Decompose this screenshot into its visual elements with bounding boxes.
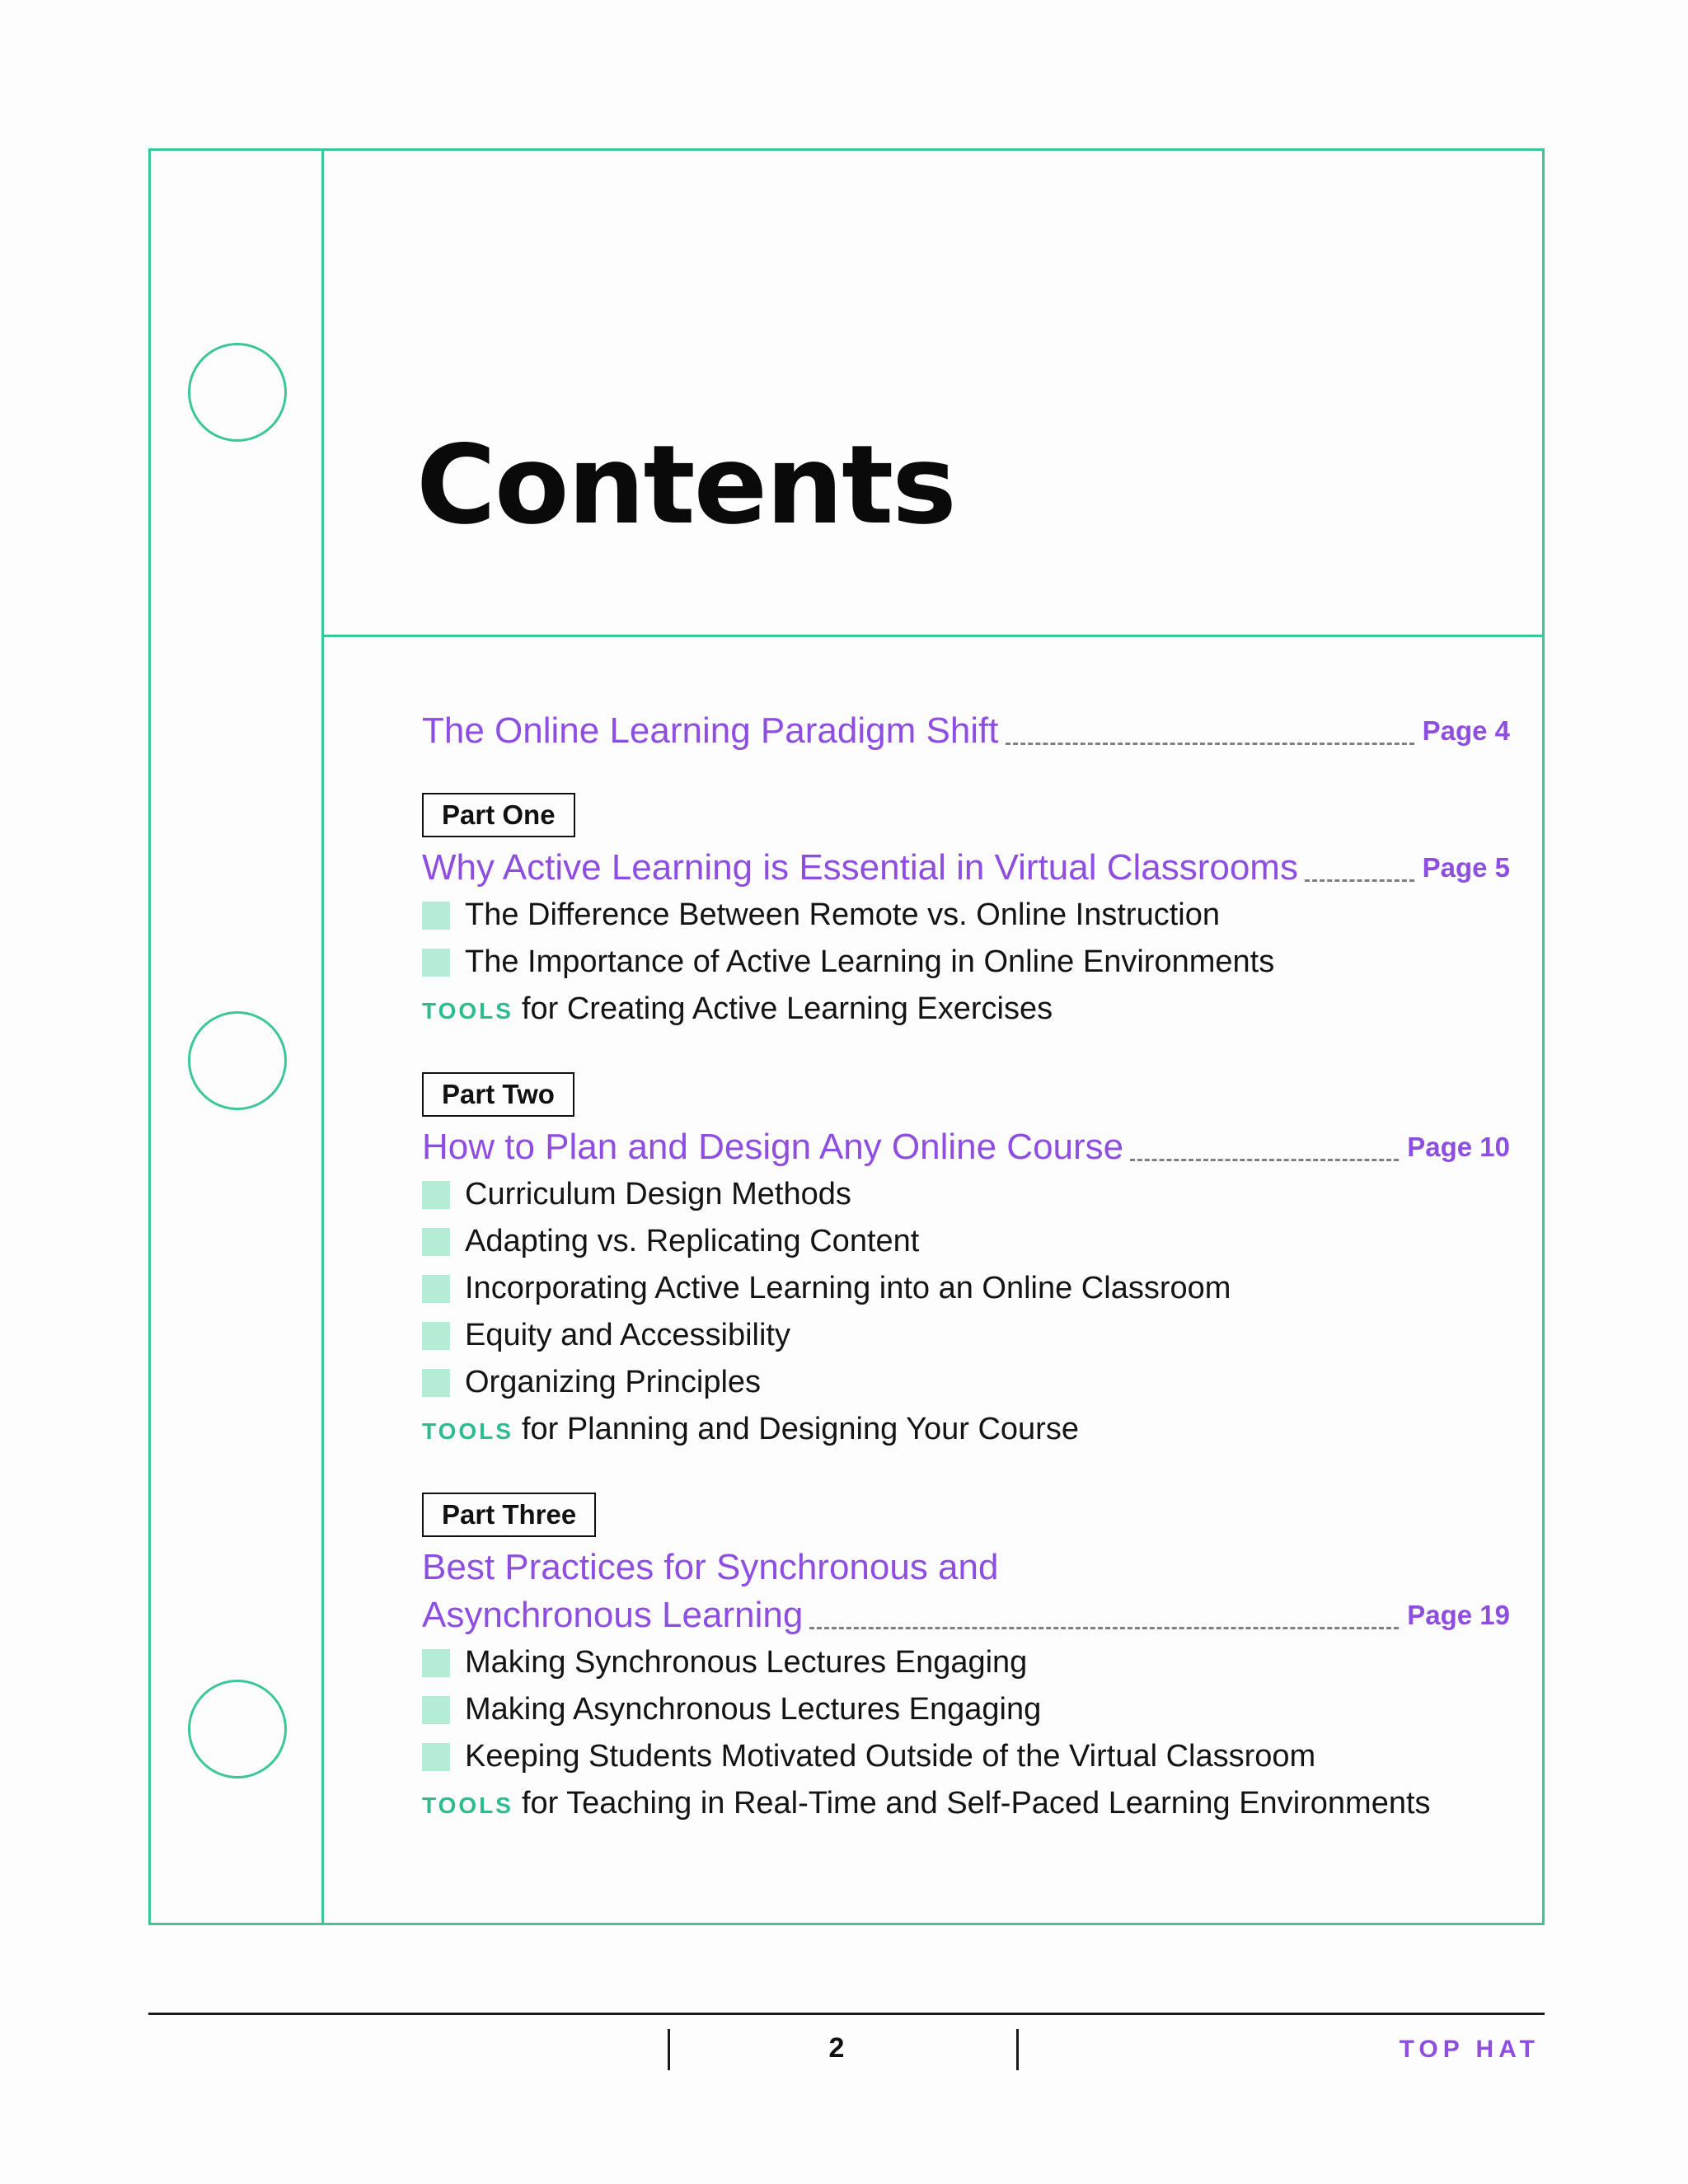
toc-part-two <box>422 1034 1510 1455</box>
list-item-text: The Difference Between Remote vs. Online Instruction <box>465 898 1220 932</box>
list-item-text: Organizing Principles <box>465 1365 762 1399</box>
square-bullet-icon <box>422 1181 450 1209</box>
list-item <box>422 1218 1510 1265</box>
toc-entry-title[interactable]: How to Plan and Design Any Online Course <box>422 1127 1124 1167</box>
toc-entry-title-row <box>422 1591 1510 1639</box>
list-item <box>422 1265 1510 1312</box>
list-item <box>422 1312 1510 1359</box>
square-bullet-icon <box>422 1228 450 1256</box>
footer-rule <box>148 2013 1545 2015</box>
list-item-text: The Importance of Active Learning in Online Environments <box>465 944 1275 979</box>
toc-page-ref[interactable]: Page 5 <box>1422 852 1510 883</box>
list-item <box>422 1171 1510 1218</box>
square-bullet-icon <box>422 1369 450 1397</box>
list-item <box>422 1686 1510 1733</box>
tools-line <box>422 1780 1510 1829</box>
toc-entry-part-three[interactable] <box>422 1544 1510 1639</box>
part-label: Part Three <box>422 1493 596 1537</box>
list-item <box>422 1359 1510 1406</box>
title-panel <box>324 151 1542 637</box>
list-item-text: Making Asynchronous Lectures Engaging <box>465 1692 1042 1727</box>
footer-divider <box>1016 2029 1019 2070</box>
binder-ring-icon <box>188 343 287 442</box>
toc-entry-title-line2[interactable]: Asynchronous Learning <box>422 1595 804 1635</box>
list-item-text: Curriculum Design Methods <box>465 1177 851 1212</box>
toc-entry-title-line1[interactable]: Best Practices for Synchronous and <box>422 1547 999 1587</box>
dotted-leader <box>809 1627 1399 1629</box>
dotted-leader <box>1130 1159 1399 1161</box>
toc-entry-intro[interactable] <box>422 707 1510 755</box>
toc-entry-part-one[interactable] <box>422 844 1510 892</box>
binder-ring-icon <box>188 1011 287 1110</box>
tools-text: for Creating Active Learning Exercises <box>521 991 1053 1026</box>
footer-divider <box>668 2029 670 2070</box>
binder-column <box>151 151 324 1923</box>
square-bullet-icon <box>422 1649 450 1677</box>
table-of-contents <box>422 707 1510 1829</box>
square-bullet-icon <box>422 1275 450 1303</box>
toc-page-ref[interactable]: Page 19 <box>1407 1600 1510 1630</box>
tools-tag: TOOLS <box>422 998 513 1024</box>
list-item-text: Making Synchronous Lectures Engaging <box>465 1645 1028 1680</box>
part-label: Part One <box>422 793 575 837</box>
toc-part-one <box>422 755 1510 1034</box>
square-bullet-icon <box>422 1696 450 1724</box>
dotted-leader <box>1006 743 1414 745</box>
square-bullet-icon <box>422 1743 450 1771</box>
tools-text: for Teaching in Real-Time and Self-Paced Learning Environments <box>521 1786 1431 1821</box>
toc-entry-part-two[interactable] <box>422 1123 1510 1171</box>
tools-line <box>422 986 1510 1034</box>
square-bullet-icon <box>422 1322 450 1350</box>
toc-entry-title[interactable]: Why Active Learning is Essential in Virtual Classrooms <box>422 847 1298 888</box>
list-item-text: Incorporating Active Learning into an Online Classroom <box>465 1271 1231 1305</box>
list-item <box>422 892 1510 939</box>
list-item <box>422 939 1510 986</box>
tools-tag: TOOLS <box>422 1418 513 1444</box>
list-item-text: Keeping Students Motivated Outside of the Virtual Classroom <box>465 1739 1316 1774</box>
list-item <box>422 1733 1510 1780</box>
tools-line <box>422 1406 1510 1455</box>
dotted-leader <box>1305 879 1414 882</box>
square-bullet-icon <box>422 949 450 977</box>
page-number: 2 <box>828 2032 845 2064</box>
brand-logo: TOP HAT <box>1399 2036 1540 2063</box>
tools-tag: TOOLS <box>422 1793 513 1818</box>
binder-ring-icon <box>188 1680 287 1779</box>
toc-page-ref[interactable]: Page 10 <box>1407 1132 1510 1162</box>
list-item-text: Equity and Accessibility <box>465 1318 790 1352</box>
tools-text: for Planning and Designing Your Course <box>521 1412 1079 1446</box>
list-item-text: Adapting vs. Replicating Content <box>465 1224 920 1258</box>
part-label: Part Two <box>422 1072 574 1117</box>
toc-part-three <box>422 1455 1510 1829</box>
toc-entry-title[interactable]: The Online Learning Paradigm Shift <box>422 710 999 751</box>
page-title: Contents <box>416 422 955 549</box>
toc-page-ref[interactable]: Page 4 <box>1422 715 1510 746</box>
list-item <box>422 1639 1510 1686</box>
square-bullet-icon <box>422 902 450 930</box>
